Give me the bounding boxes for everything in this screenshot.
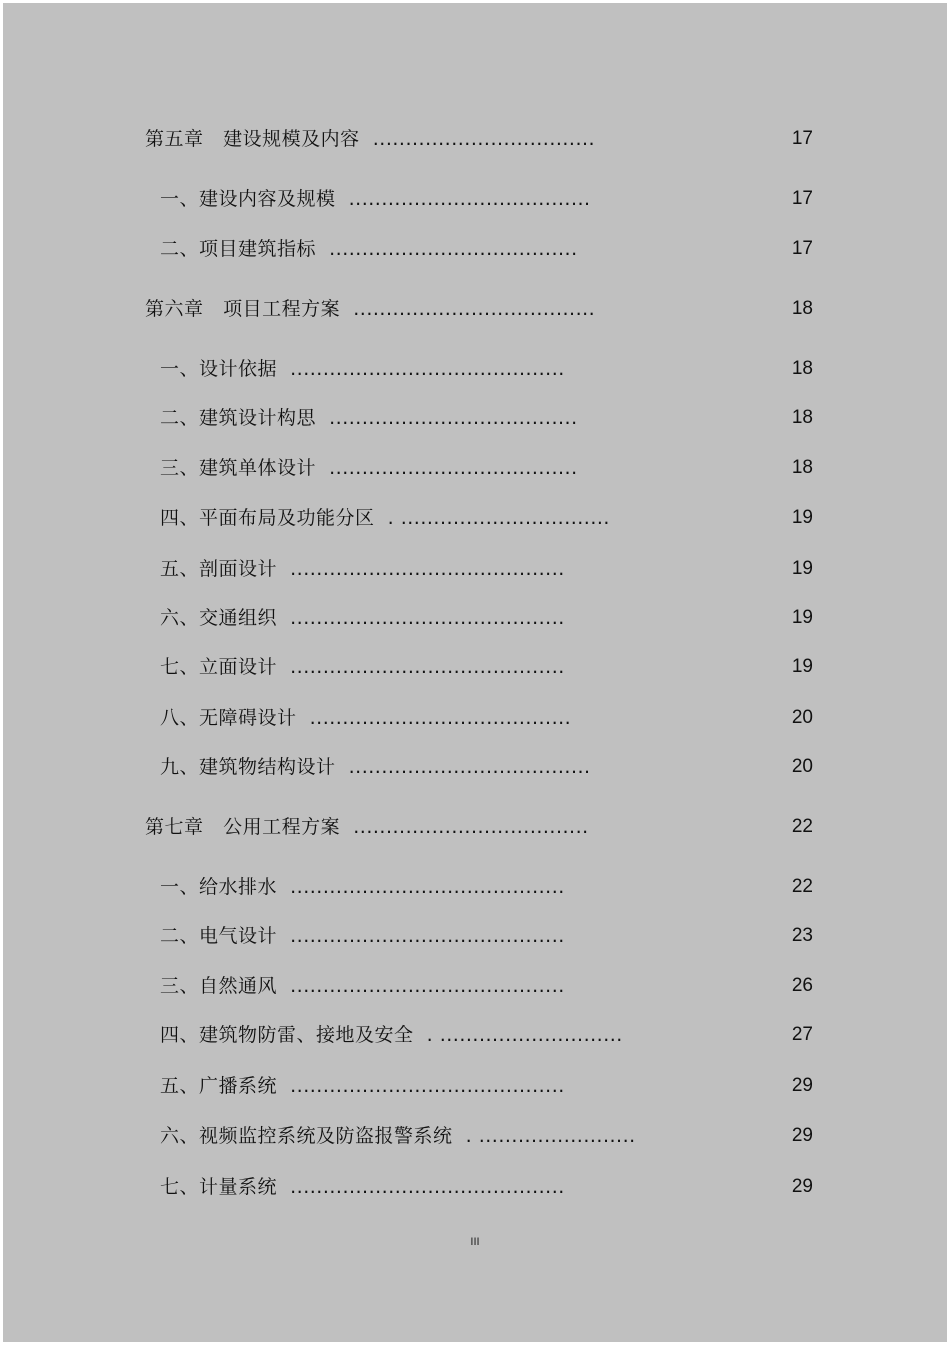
toc-entry-title: 平面布局及功能分区 bbox=[199, 507, 375, 529]
toc-entry-title: 剖面设计 bbox=[199, 558, 278, 580]
toc-page-number: 20 bbox=[791, 707, 813, 728]
toc-entry-text bbox=[160, 354, 565, 384]
toc-section-entry[interactable] bbox=[3, 1020, 947, 1050]
toc-section-entry[interactable] bbox=[3, 603, 947, 633]
toc-leader-dots: ..................................... bbox=[348, 188, 591, 210]
toc-entry-text bbox=[160, 921, 565, 951]
toc-section-entry[interactable] bbox=[3, 1172, 947, 1202]
toc-entry-label: 二、 bbox=[160, 407, 200, 429]
toc-leader-dots: .......................................... bbox=[290, 1176, 565, 1198]
toc-entry-title: 建筑物结构设计 bbox=[199, 756, 336, 778]
toc-leader-dots: .......................................... bbox=[290, 656, 565, 678]
toc-entry-title: 项目建筑指标 bbox=[199, 238, 317, 260]
toc-entry-text bbox=[160, 971, 565, 1001]
toc-entry-title: 建设规模及内容 bbox=[223, 128, 360, 150]
toc-entry-label: 四、 bbox=[160, 1024, 200, 1046]
toc-leader-dots: ........................................ bbox=[309, 707, 572, 729]
toc-leader-dots: .................................. bbox=[372, 128, 596, 150]
toc-entry-text bbox=[160, 403, 578, 433]
toc-entry-text bbox=[160, 703, 571, 733]
toc-entry-title: 建筑设计构思 bbox=[199, 407, 317, 429]
toc-leader-dots: ...................................... bbox=[329, 457, 578, 479]
toc-chapter-entry[interactable] bbox=[3, 812, 947, 842]
toc-leader-dots: .......................................... bbox=[290, 876, 565, 898]
toc-entry-title: 计量系统 bbox=[199, 1176, 278, 1198]
toc-leader-dots: .......................................... bbox=[290, 607, 565, 629]
toc-entry-label: 二、 bbox=[160, 925, 200, 947]
toc-chapter-entry[interactable] bbox=[3, 294, 947, 324]
toc-entry-label: 四、 bbox=[160, 507, 200, 529]
toc-page-number: 22 bbox=[791, 876, 813, 897]
toc-leader-dots: .......................................... bbox=[290, 925, 565, 947]
toc-entry-title: 给水排水 bbox=[199, 876, 278, 898]
toc-section-entry[interactable] bbox=[3, 184, 947, 214]
toc-entry-text bbox=[160, 752, 591, 782]
toc-leader-dots: ...................................... bbox=[329, 238, 578, 260]
toc-section-entry[interactable] bbox=[3, 234, 947, 264]
toc-leader-dots: ...................................... bbox=[329, 407, 578, 429]
toc-entry-text bbox=[160, 872, 565, 902]
toc-entry-text bbox=[160, 1172, 565, 1202]
toc-page-number: 20 bbox=[791, 756, 813, 777]
toc-entry-label: 九、 bbox=[160, 756, 200, 778]
toc-entry-title: 公用工程方案 bbox=[223, 816, 341, 838]
toc-entry-text bbox=[145, 294, 595, 324]
toc-entry-text bbox=[160, 1121, 636, 1151]
toc-leader-dots: .......................................... bbox=[290, 975, 565, 997]
toc-entry-title: 建筑单体设计 bbox=[199, 457, 317, 479]
toc-page-number: 18 bbox=[791, 358, 813, 379]
toc-entry-title: 交通组织 bbox=[199, 607, 278, 629]
toc-page-number: 19 bbox=[791, 656, 813, 677]
toc-leader-dots: . ................................ bbox=[387, 507, 610, 529]
toc-entry-label: 七、 bbox=[160, 1176, 200, 1198]
toc-entry-label: 三、 bbox=[160, 975, 200, 997]
toc-section-entry[interactable] bbox=[3, 1121, 947, 1151]
toc-section-entry[interactable] bbox=[3, 752, 947, 782]
toc-entry-text bbox=[160, 453, 578, 483]
toc-section-entry[interactable] bbox=[3, 1071, 947, 1101]
toc-page-number: 18 bbox=[791, 457, 813, 478]
toc-entry-label: 六、 bbox=[160, 1125, 200, 1147]
toc-leader-dots: .......................................... bbox=[290, 1075, 565, 1097]
toc-page-number: 19 bbox=[791, 507, 813, 528]
toc-entry-text bbox=[160, 554, 565, 584]
toc-entry-label: 六、 bbox=[160, 607, 200, 629]
toc-entry-text bbox=[145, 812, 589, 842]
toc-leader-dots: .......................................... bbox=[290, 558, 565, 580]
toc-leader-dots: ..................................... bbox=[348, 756, 591, 778]
toc-page-number: 29 bbox=[791, 1176, 813, 1197]
toc-entry-label: 一、 bbox=[160, 358, 200, 380]
toc-leader-dots: ..................................... bbox=[353, 298, 596, 320]
toc-leader-dots: .......................................... bbox=[290, 358, 565, 380]
toc-entry-label: 二、 bbox=[160, 238, 200, 260]
toc-entry-text bbox=[160, 652, 565, 682]
toc-leader-dots: .................................... bbox=[353, 816, 589, 838]
toc-page-number: 27 bbox=[791, 1024, 813, 1045]
toc-entry-label: 一、 bbox=[160, 188, 200, 210]
toc-entry-text bbox=[160, 603, 565, 633]
toc-section-entry[interactable] bbox=[3, 354, 947, 384]
toc-entry-title: 建筑物防雷、接地及安全 bbox=[199, 1024, 414, 1046]
toc-entry-label: 八、 bbox=[160, 707, 200, 729]
toc-entry-label: 第六章 bbox=[145, 298, 204, 320]
toc-section-entry[interactable] bbox=[3, 453, 947, 483]
toc-section-entry[interactable] bbox=[3, 971, 947, 1001]
toc-page-number: 22 bbox=[791, 816, 813, 837]
toc-page-number: 29 bbox=[791, 1075, 813, 1096]
toc-entry-title: 立面设计 bbox=[199, 656, 278, 678]
toc-page-number: 29 bbox=[791, 1125, 813, 1146]
toc-entry-title: 无障碍设计 bbox=[199, 707, 297, 729]
toc-page-number: 18 bbox=[791, 298, 813, 319]
toc-leader-dots: . ............................ bbox=[426, 1024, 623, 1046]
toc-page-number: 19 bbox=[791, 607, 813, 628]
toc-page-number: 23 bbox=[791, 925, 813, 946]
toc-entry-title: 视频监控系统及防盗报警系统 bbox=[199, 1125, 453, 1147]
toc-entry-text bbox=[160, 1020, 623, 1050]
toc-page-number: 19 bbox=[791, 558, 813, 579]
toc-entry-title: 自然通风 bbox=[199, 975, 278, 997]
page-number: III bbox=[470, 1236, 480, 1248]
toc-entry-label: 一、 bbox=[160, 876, 200, 898]
toc-section-entry[interactable] bbox=[3, 503, 947, 533]
toc-page-number: 17 bbox=[791, 238, 813, 259]
toc-entry-text bbox=[160, 1071, 565, 1101]
toc-entry-title: 电气设计 bbox=[199, 925, 278, 947]
document-page bbox=[3, 3, 947, 1342]
toc-entry-text bbox=[160, 503, 610, 533]
toc-entry-label: 七、 bbox=[160, 656, 200, 678]
toc-entry-label: 第五章 bbox=[145, 128, 204, 150]
toc-entry-label: 五、 bbox=[160, 1075, 200, 1097]
toc-entry-title: 建设内容及规模 bbox=[199, 188, 336, 210]
toc-section-entry[interactable] bbox=[3, 703, 947, 733]
toc-chapter-entry[interactable] bbox=[3, 124, 947, 154]
toc-page-number: 17 bbox=[791, 188, 813, 209]
toc-section-entry[interactable] bbox=[3, 652, 947, 682]
toc-page-number: 17 bbox=[791, 128, 813, 149]
toc-entry-label: 三、 bbox=[160, 457, 200, 479]
toc-entry-text bbox=[145, 124, 595, 154]
toc-entry-label: 第七章 bbox=[145, 816, 204, 838]
toc-section-entry[interactable] bbox=[3, 921, 947, 951]
toc-entry-text bbox=[160, 234, 578, 264]
toc-entry-label: 五、 bbox=[160, 558, 200, 580]
toc-entry-title: 设计依据 bbox=[199, 358, 278, 380]
toc-entry-text bbox=[160, 184, 591, 214]
toc-entry-title: 项目工程方案 bbox=[223, 298, 341, 320]
toc-section-entry[interactable] bbox=[3, 403, 947, 433]
toc-section-entry[interactable] bbox=[3, 554, 947, 584]
toc-section-entry[interactable] bbox=[3, 872, 947, 902]
toc-page-number: 26 bbox=[791, 975, 813, 996]
toc-entry-title: 广播系统 bbox=[199, 1075, 278, 1097]
toc-leader-dots: . ........................ bbox=[465, 1125, 636, 1147]
toc-page-number: 18 bbox=[791, 407, 813, 428]
